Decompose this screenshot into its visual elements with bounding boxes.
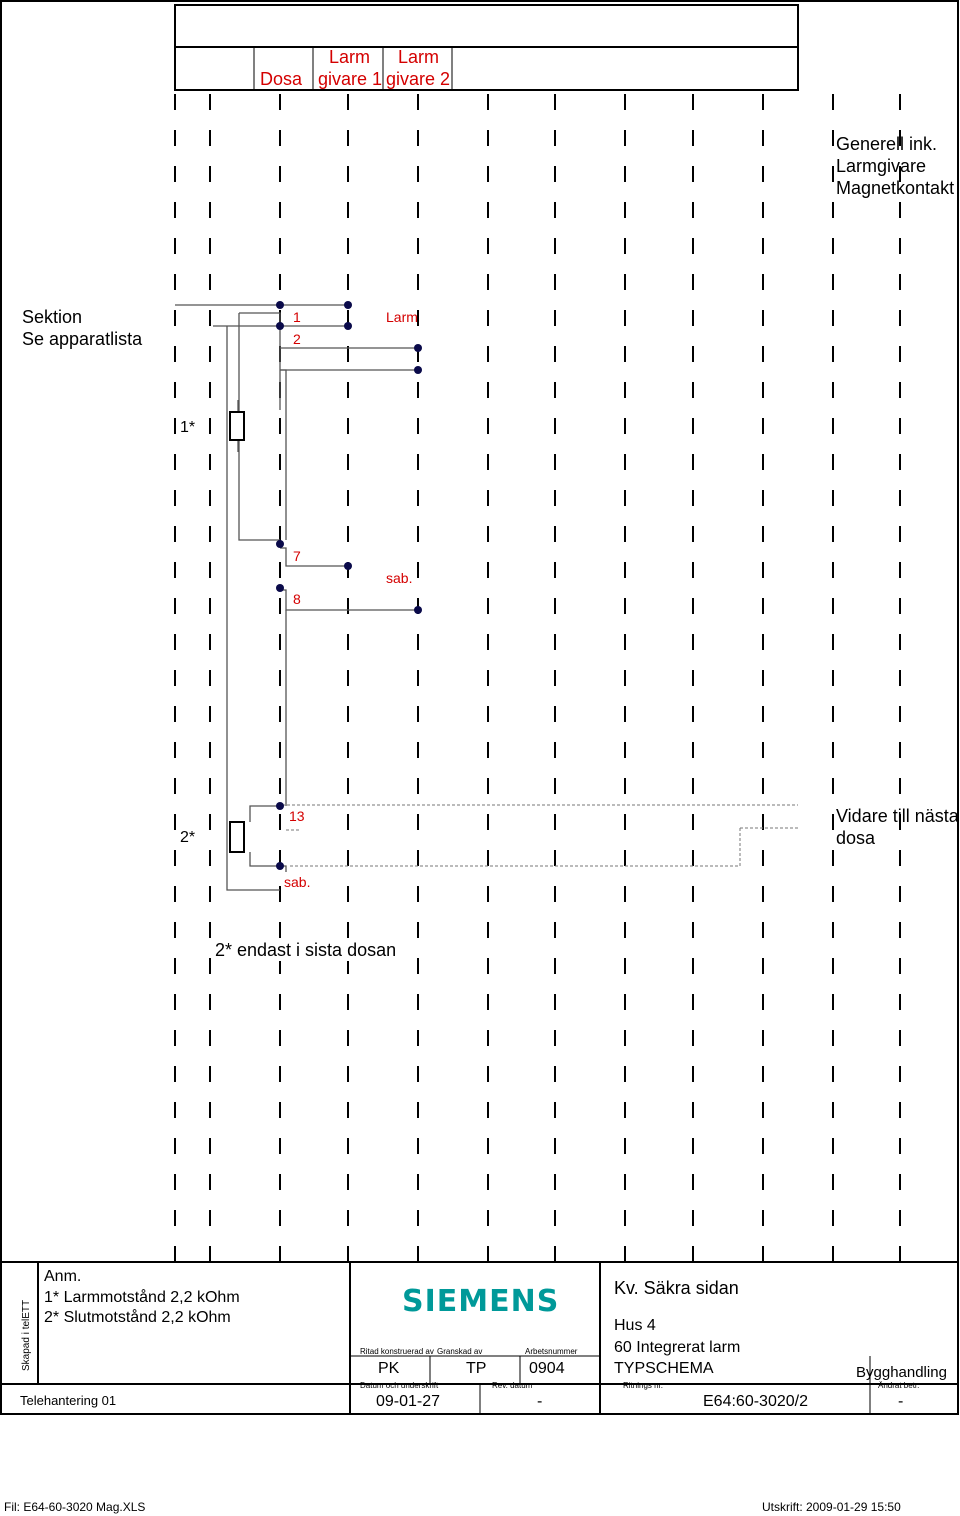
resistor-2-label: 2* xyxy=(180,829,196,846)
document-type: TYPSCHEMA xyxy=(614,1360,714,1377)
resistor-2 xyxy=(230,822,244,852)
drawing-number-label: Ritnings nr. xyxy=(623,1381,664,1390)
sab-label-2: sab. xyxy=(284,874,311,890)
legend-line3: Magnetkontakt xyxy=(836,178,955,198)
document-status: Bygghandling xyxy=(856,1364,947,1381)
resistor-1-label: 1* xyxy=(180,419,196,436)
legend-line1: Generell ink. xyxy=(836,134,938,154)
checked-by-value: TP xyxy=(466,1360,487,1377)
terminal-1: 1 xyxy=(293,309,301,325)
system-name: 60 Integrerat larm xyxy=(614,1339,741,1356)
rev-date-value: - xyxy=(537,1393,543,1410)
section-line2: Se apparatlista xyxy=(22,329,143,349)
checked-by-label: Granskad av xyxy=(437,1347,483,1356)
header-box xyxy=(175,5,798,47)
header-col-givare1-line1: Larm xyxy=(329,47,371,67)
terminal-2: 2 xyxy=(293,331,301,347)
legend-line2: Larmgivare xyxy=(836,156,927,176)
date-value: 09-01-27 xyxy=(376,1393,441,1410)
terminal-7: 7 xyxy=(293,548,301,564)
category-label: Telehantering 01 xyxy=(20,1393,117,1408)
page-frame xyxy=(1,1,958,1414)
date-label: Datum och underskrift xyxy=(360,1381,439,1390)
drawn-by-label: Ritad konstruerad av xyxy=(360,1347,434,1356)
resistor-1 xyxy=(230,412,244,440)
section-line1: Sektion xyxy=(22,307,83,327)
terminal-8: 8 xyxy=(293,591,301,607)
next-box-line1: Vidare till nästa xyxy=(836,806,959,826)
rev-date-label: Rev. datum xyxy=(492,1381,533,1390)
header-col-dosa: Dosa xyxy=(260,69,303,89)
column-guides xyxy=(175,94,900,1262)
building-name: Hus 4 xyxy=(614,1317,656,1334)
drawing-number: E64:60-3020/2 xyxy=(703,1393,808,1410)
continuation-lines xyxy=(282,805,798,866)
job-number-label: Arbetsnummer xyxy=(525,1347,578,1356)
sab-label-1: sab. xyxy=(386,570,413,586)
header-col-givare1-line2: givare 1 xyxy=(318,69,383,89)
siemens-logo: SIEMENS xyxy=(402,1284,560,1319)
header-col-givare2-line1: Larm xyxy=(398,47,440,67)
property-name: Kv. Säkra sidan xyxy=(614,1278,739,1298)
footer-file: Fil: E64-60-3020 Mag.XLS xyxy=(4,1500,146,1514)
job-number-value: 0904 xyxy=(529,1360,565,1377)
anm-heading: Anm. xyxy=(44,1268,82,1285)
footer-printed: Utskrift: 2009-01-29 15:50 xyxy=(762,1500,901,1514)
anm-note-2: 2* Slutmotstånd 2,2 kOhm xyxy=(44,1309,231,1326)
drawn-by-value: PK xyxy=(378,1360,400,1377)
anm-note-1: 1* Larmmotstånd 2,2 kOhm xyxy=(44,1289,240,1306)
larm-label: Larm xyxy=(386,309,418,325)
changed-label: Ändrat betr. xyxy=(878,1381,920,1390)
terminal-13: 13 xyxy=(289,808,305,824)
header-col-givare2-line2: givare 2 xyxy=(386,69,451,89)
changed-value: - xyxy=(898,1393,904,1410)
created-in-label: Skapad i telETT xyxy=(21,1299,32,1371)
next-box-line2: dosa xyxy=(836,828,876,848)
note-last-box: 2* endast i sista dosan xyxy=(215,940,397,960)
